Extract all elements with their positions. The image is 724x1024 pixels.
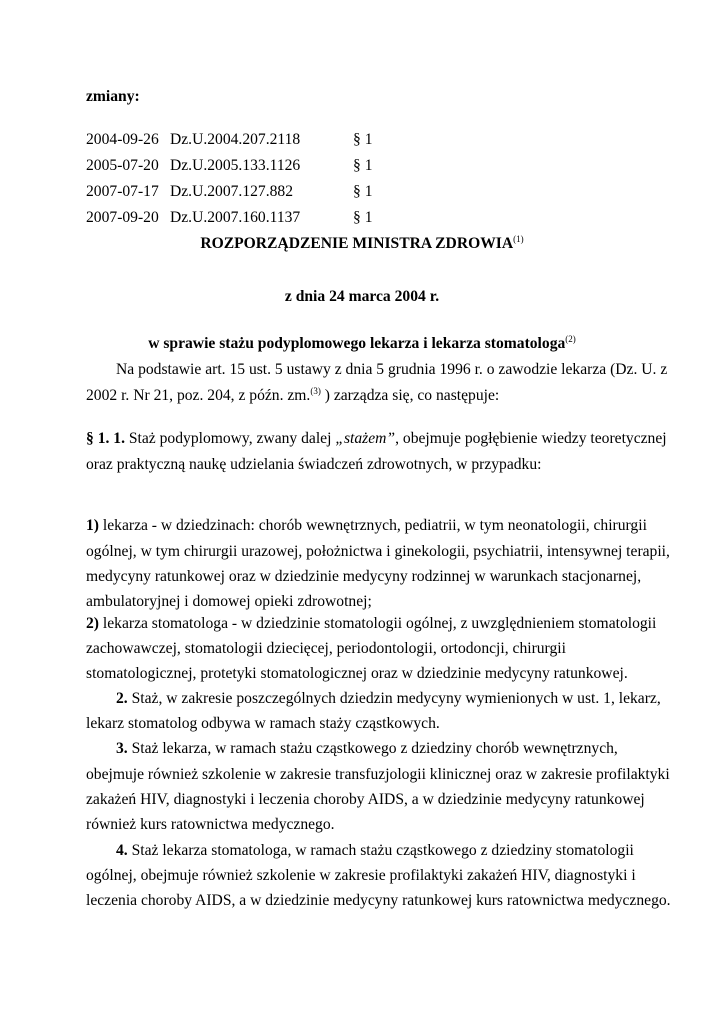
change-ref: Dz.U.2007.160.1137 bbox=[170, 209, 301, 226]
para-number: 2. bbox=[116, 690, 128, 707]
item1-line: ogólnej, w tym chirurgii urazowej, położnictwa i ginekologii, psychiatrii, intensywnej terapii, bbox=[86, 543, 670, 560]
change-date: 2007-07-17 bbox=[86, 183, 159, 200]
change-ref: Dz.U.2005.133.1126 bbox=[170, 157, 301, 174]
defined-term: „stażem” bbox=[335, 430, 396, 447]
change-paragraph: § 1 bbox=[353, 183, 373, 200]
item2-line bbox=[86, 614, 656, 634]
para3-line bbox=[116, 739, 618, 759]
para-text: Staż, w zakresie poszczególnych dziedzin medycyny wymienionych w ust. 1, lekarz, bbox=[127, 690, 661, 707]
item1-line bbox=[86, 516, 647, 536]
para3-line: obejmuje również szkolenie w zakresie transfuzjologii klinicznej oraz w zakresie profilaktyki bbox=[86, 766, 670, 783]
item2-line: stomatologicznej, protetyki stomatologicznej oraz w dziedzinie medycyny ratunkowej. bbox=[86, 665, 628, 682]
para3-line: zakażeń HIV, diagnostyki i leczenia choroby AIDS, a w dziedzinie medycyny ratunkowej bbox=[86, 791, 645, 808]
regulation-subject-text: w sprawie stażu podyplomowego lekarza i lekarza stomatologa bbox=[148, 335, 566, 352]
change-paragraph: § 1 bbox=[353, 209, 373, 226]
item-text: lekarza - w dziedzinach: chorób wewnętrznych, pediatrii, w tym neonatologii, chirurgii bbox=[99, 517, 647, 534]
regulation-subject bbox=[0, 334, 724, 354]
change-paragraph: § 1 bbox=[353, 131, 373, 148]
item1-line: medycyny ratunkowej oraz w dziedzinie medycyny rodzinnej w warunkach stacjonarnej, bbox=[86, 568, 642, 585]
change-date: 2007-09-20 bbox=[86, 209, 159, 226]
preamble-text: 2002 r. Nr 21, poz. 204, z późn. zm. bbox=[86, 387, 311, 404]
item-text: lekarza stomatologa - w dziedzinie stomatologii ogólnej, z uwzględnieniem stomatologii bbox=[99, 615, 657, 632]
section1-line bbox=[86, 429, 667, 449]
regulation-title-text: ROZPORZĄDZENIE MINISTRA ZDROWIA bbox=[200, 235, 514, 252]
change-date: 2005-07-20 bbox=[86, 157, 159, 174]
para-number: 3. bbox=[116, 740, 128, 757]
preamble-text: ) zarządza się, co następuje: bbox=[320, 387, 500, 404]
change-date: 2004-09-26 bbox=[86, 131, 159, 148]
regulation-date: z dnia 24 marca 2004 r. bbox=[284, 288, 440, 305]
para4-line bbox=[116, 841, 634, 861]
footnote-ref[interactable]: (2) bbox=[565, 334, 576, 344]
item-number: 2) bbox=[86, 615, 99, 632]
change-paragraph: § 1 bbox=[353, 157, 373, 174]
change-ref: Dz.U.2004.207.2118 bbox=[170, 131, 301, 148]
section-mark: § 1. 1. bbox=[86, 430, 125, 447]
footnote-ref[interactable]: (1) bbox=[513, 234, 524, 244]
para4-line: ogólnej, obejmuje również szkolenie w zakresie profilaktyki zakażeń HIV, diagnostyki i bbox=[86, 867, 636, 884]
para3-line: również kurs ratownictwa medycznego. bbox=[86, 816, 335, 833]
para4-line: leczenia choroby AIDS, a w dziedzinie medycyny ratunkowej kurs ratownictwa medycznego. bbox=[86, 892, 671, 909]
para-text: Staż lekarza stomatologa, w ramach stażu cząstkowego z dziedziny stomatologii bbox=[127, 842, 634, 859]
item-number: 1) bbox=[86, 517, 99, 534]
section-text: Staż podyplomowy, zwany dalej bbox=[124, 430, 336, 447]
changes-label: zmiany: bbox=[86, 88, 140, 105]
preamble-line bbox=[86, 386, 499, 406]
section1-line: oraz praktyczną naukę udzielania świadczeń zdrowotnych, w przypadku: bbox=[86, 456, 542, 473]
para2-line: lekarz stomatolog odbywa w ramach staży cząstkowych. bbox=[86, 715, 440, 732]
item1-line: ambulatoryjnej i domowej opieki zdrowotnej; bbox=[86, 593, 372, 610]
para-number: 4. bbox=[116, 842, 128, 859]
footnote-ref[interactable]: (3) bbox=[310, 386, 321, 396]
change-ref: Dz.U.2007.127.882 bbox=[170, 183, 294, 200]
preamble-line: Na podstawie art. 15 ust. 5 ustawy z dnia 5 grudnia 1996 r. o zawodzie lekarza (Dz. U. z bbox=[116, 361, 668, 378]
para2-line bbox=[116, 689, 661, 709]
section-text: , obejmuje pogłębienie wiedzy teoretycznej bbox=[395, 430, 667, 447]
item2-line: zachowawczej, stomatologii dziecięcej, periodontologii, ortodoncji, chirurgii bbox=[86, 640, 566, 657]
para-text: Staż lekarza, w ramach stażu cząstkowego z dziedziny chorób wewnętrznych, bbox=[127, 740, 618, 757]
regulation-title bbox=[0, 234, 724, 254]
